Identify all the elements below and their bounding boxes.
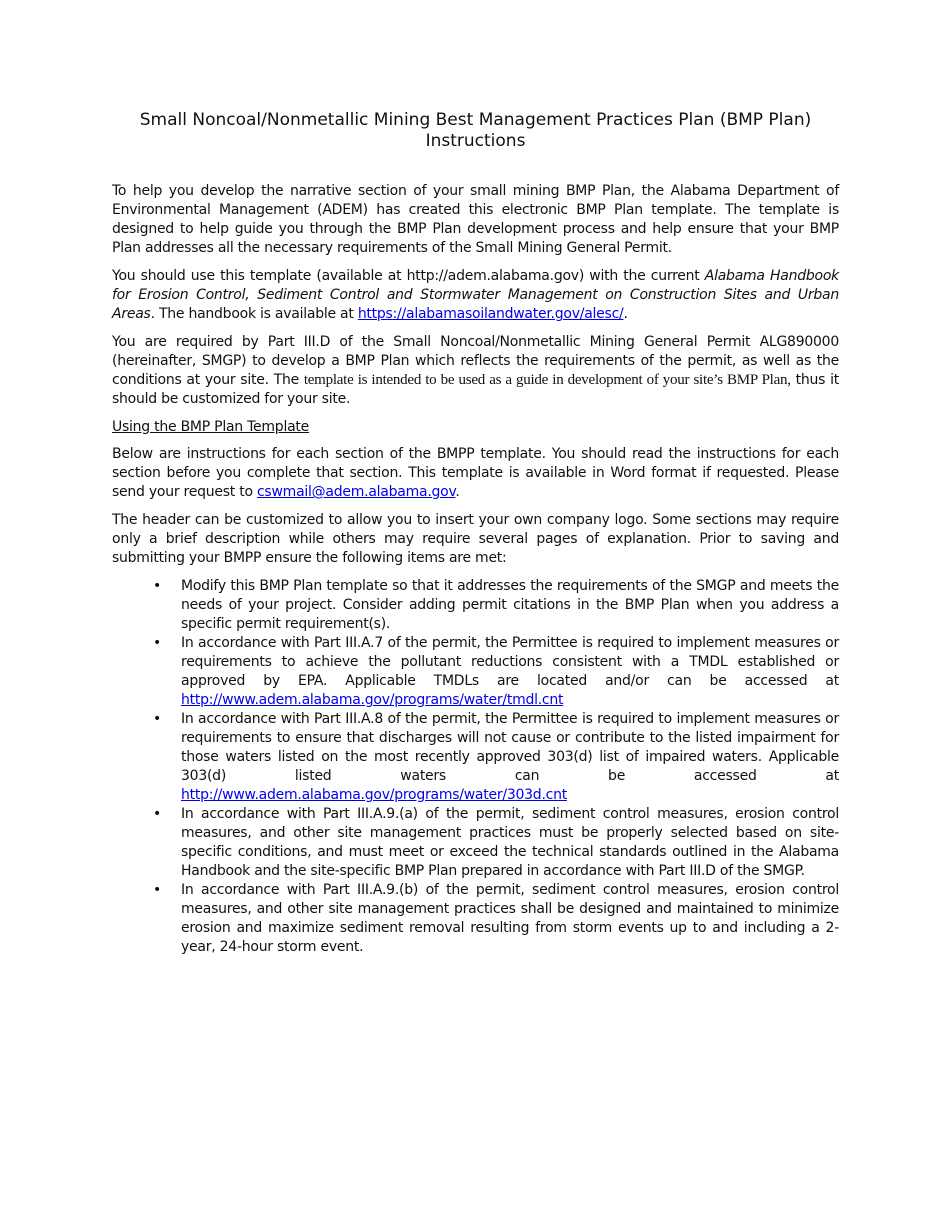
handbook-link[interactable]: https://alabamasoilandwater.gov/alesc/ bbox=[357, 306, 624, 322]
requirement-template-text: template is intended to be used as a guide in development of your site’s BMP Plan, bbox=[303, 372, 791, 388]
bullet-icon: • bbox=[153, 711, 162, 727]
list-item bbox=[153, 710, 839, 805]
requirement-paragraph bbox=[112, 333, 839, 409]
list-item bbox=[153, 634, 839, 710]
title-line-1: Small Noncoal/Nonmetallic Mining Best Management Practices Plan (BMP Plan) bbox=[139, 110, 812, 130]
list-item bbox=[153, 805, 839, 881]
section-heading: Using the BMP Plan Template bbox=[112, 419, 310, 435]
list-item bbox=[153, 577, 839, 634]
handbook-text-middle: . The handbook is available at bbox=[150, 306, 358, 322]
bullet-icon: • bbox=[153, 578, 162, 594]
instructions-text: Below are instructions for each section of the BMPP template. You should read the instructions for each section before you complete that section. This template is available in Word format if requested. Please send your request to bbox=[112, 446, 839, 500]
instructions-text-end: . bbox=[455, 484, 460, 500]
email-link[interactable]: cswmail@adem.alabama.gov bbox=[256, 484, 456, 500]
title-line-2: Instructions bbox=[425, 131, 526, 151]
list-item-text: In accordance with Part III.A.8 of the permit, the Permittee is required to implement measures or requirements to ensure that discharges will not cause or contribute to the listed impairment for those waters listed on the most recently approved 303(d) list of impaired waters. Applicable 303(d) listed waters can be accessed at bbox=[181, 711, 839, 784]
requirement-text-tail: thus it should be customized for your site. bbox=[112, 372, 839, 407]
tmdl-link[interactable]: http://www.adem.alabama.gov/programs/water/tmdl.cnt bbox=[181, 692, 564, 708]
instructions-paragraph bbox=[112, 445, 839, 502]
bullet-icon: • bbox=[153, 635, 162, 651]
handbook-text-end: . bbox=[623, 306, 628, 322]
handbook-title: Alabama Handbook for Erosion Control, Sediment Control and Stormwater Management on Construction Sites and Urban Areas bbox=[112, 268, 839, 322]
list-item-text: In accordance with Part III.A.7 of the permit, the Permittee is required to implement measures or requirements to achieve the pollutant reductions consistent with a TMDL established or approved by EPA. Applicable TMDLs are located and/or can be accessed at bbox=[181, 635, 839, 689]
list-item bbox=[153, 881, 839, 957]
document-title bbox=[112, 110, 839, 152]
header-paragraph: The header can be customized to allow you to insert your own company logo. Some sections may require only a brief description while others may require several pages of explanation. Prior to saving and submitting your BMPP ensure the following items are met: bbox=[112, 512, 839, 566]
list-item-text: Modify this BMP Plan template so that it addresses the requirements of the SMGP and meets the needs of your project. Consider adding permit citations in the BMP Plan when you address a specific permit requirement(s). bbox=[181, 578, 839, 632]
intro-paragraph: To help you develop the narrative section of your small mining BMP Plan, the Alabama Department of Environmental Management (ADEM) has created this electronic BMP Plan template. The template is designed to help guide you through the BMP Plan development process and help ensure that your BMP Plan addresses all the necessary requirements of the Small Mining General Permit. bbox=[112, 183, 839, 256]
handbook-text-start: You should use this template (available at http://adem.alabama.gov) with the current bbox=[112, 268, 705, 284]
303d-link[interactable]: http://www.adem.alabama.gov/programs/water/303d.cnt bbox=[181, 787, 567, 803]
bullet-icon: • bbox=[153, 882, 162, 898]
list-item-text: In accordance with Part III.A.9.(a) of the permit, sediment control measures, erosion control measures, and other site management practices must be properly selected based on site-specific conditions, and must meet or exceed the technical standards outlined in the Alabama Handbook and the site-specific BMP Plan prepared in accordance with Part III.D of the SMGP. bbox=[181, 806, 839, 879]
requirements-list bbox=[112, 577, 839, 957]
document-page bbox=[112, 110, 839, 957]
bullet-icon: • bbox=[153, 806, 162, 822]
list-item-text: In accordance with Part III.A.9.(b) of the permit, sediment control measures, erosion control measures, and other site management practices shall be designed and maintained to minimize erosion and maximize sediment removal resulting from storm events up to and including a 2-year, 24-hour storm event. bbox=[181, 882, 839, 955]
requirement-text: You are required by Part III.D of the Small Noncoal/Nonmetallic Mining General Permit ALG890000 (hereinafter, SMGP) to develop a BMP Plan which reflects the requirements of the permit, as well as the conditions at your site. The bbox=[112, 334, 839, 388]
handbook-paragraph bbox=[112, 267, 839, 324]
